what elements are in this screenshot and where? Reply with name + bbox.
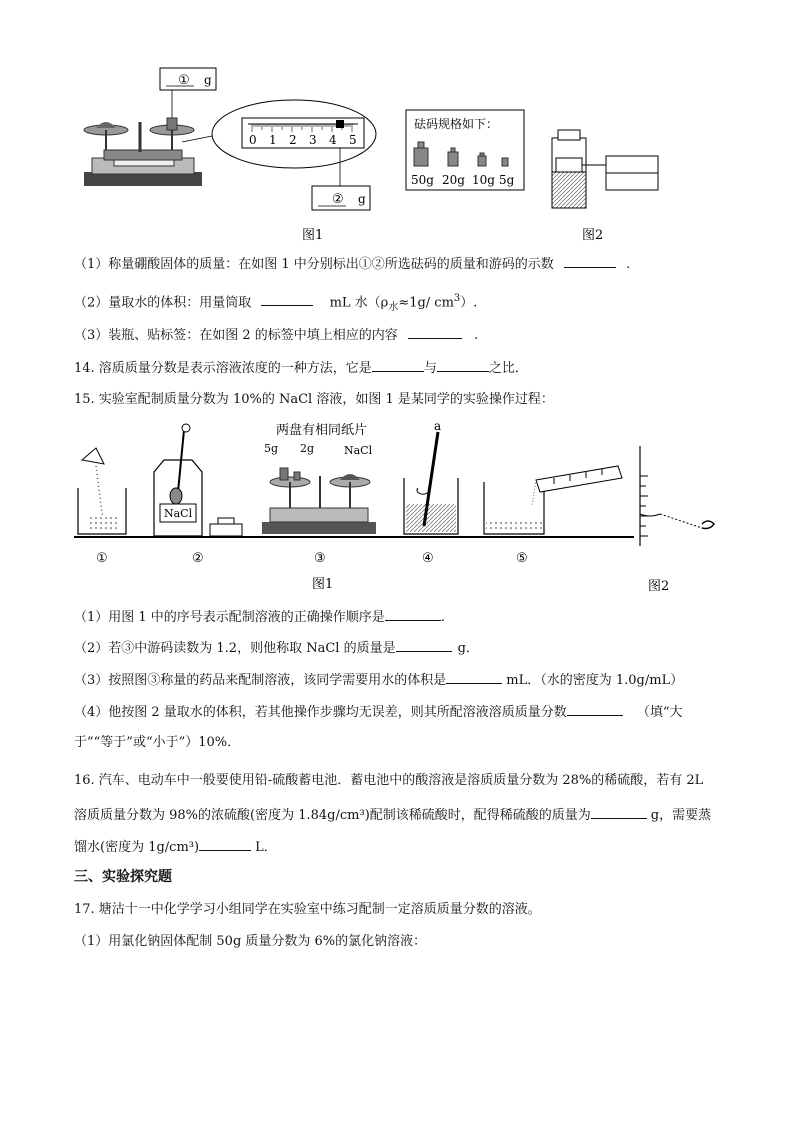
q15-part4-blank[interactable] (567, 703, 623, 716)
q15-caption-2: 图2 (648, 579, 670, 594)
q14-blank-2[interactable] (437, 359, 489, 372)
ruler-tick-3: 3 (309, 133, 317, 147)
step5-beaker-icon (484, 466, 622, 534)
step-label-4: ④ (422, 551, 434, 566)
q17-part1: （1）用氯化钠固体配制 50g 质量分数为 6%的氯化钠溶液： (74, 934, 427, 949)
q15-fig-nacl: NaCl (344, 444, 373, 457)
label-box-2-text: ② (332, 192, 344, 207)
label-box-1-text: ① (178, 73, 190, 88)
ruler-tick-0: 0 (249, 133, 257, 147)
step-label-1: ① (96, 551, 108, 566)
q13-part2-blank[interactable] (261, 293, 313, 306)
step-label-5: ⑤ (516, 551, 528, 566)
fig-top-caption-2: 图2 (582, 228, 604, 243)
step-label-3: ③ (314, 551, 326, 566)
q16-blank-1[interactable] (591, 806, 647, 819)
q15-fig-2g: 2g (300, 442, 315, 455)
q13-part2: （2）量取水的体积：用量筒取 mL 水（$\rho_水\approx 1g/$ $cm^3$）. (74, 293, 478, 313)
q15-part3-blank[interactable] (446, 671, 502, 684)
figure-q15 (74, 416, 724, 598)
q17-intro: 17. 塘沽十一中化学学习小组同学在实验室中练习配制一定溶质质量分数的溶液。 (74, 902, 541, 917)
step3-balance-icon (262, 468, 376, 534)
q15-part1: （1）用图 1 中的序号表示配制溶液的正确操作顺序是 . (74, 610, 445, 625)
section-heading: 三、实验探究题 (74, 869, 172, 885)
q13-part1: （1）称量硼酸固体的质量：在如图 1 中分别标出①②所选砝码的质量和游码的示数 . (74, 257, 631, 272)
weight-5g: 5g (499, 173, 515, 187)
weight-20g: 20g (442, 173, 465, 187)
q16-line1: 16. 汽车、电动车中一般要使用铅-硫酸蓄电池．蓄电池中的酸溶液是溶质质量分数为 28%的稀硫酸，若有 2L (74, 773, 704, 788)
fig2-cylinder-reading-icon (640, 446, 714, 546)
reagent-bottle-icon (552, 130, 606, 208)
fig-top-caption-1: 图1 (302, 228, 324, 243)
q15-fig-note: 两盘有相同纸片 (276, 423, 368, 438)
step1-beaker-icon (78, 448, 126, 534)
q15-part1-blank[interactable] (385, 608, 441, 621)
q15-part2: （2）若③中游码读数为 1.2，则他称取 NaCl 的质量是 g． (74, 641, 479, 656)
label-box-2-unit: g (358, 192, 366, 206)
step4-beaker-icon (404, 432, 458, 534)
ruler-tick-5: 5 (349, 133, 357, 147)
q15-caption-1: 图1 (312, 577, 334, 592)
q15-fig-5g: 5g (264, 442, 279, 455)
q13-part3-blank[interactable] (408, 326, 462, 339)
q15-part3: （3）按照图③称量的药品来配制溶液，该同学需要用水的体积是 mL．（水的密度为 1.0g/mL） (74, 673, 684, 688)
q14: 14. 溶质质量分数是表示溶液浓度的一种方法，它是 与 之比． (74, 361, 528, 376)
q13-part3: （3）装瓶、贴标签：在如图 2 的标签中填上相应的内容 . (74, 328, 479, 343)
q16-line3: 馏水(密度为 1g/cm³) L． (74, 840, 277, 855)
ruler-tick-1: 1 (269, 133, 277, 147)
weight-50g: 50g (411, 173, 434, 187)
weight-10g: 10g (472, 173, 495, 187)
weights-title: 砝码规格如下： (414, 117, 499, 131)
q16-blank-2[interactable] (199, 838, 251, 851)
q16-line2: 溶质质量分数为 98%的浓硫酸(密度为 1.84g/cm³)配制该稀硫酸时，配得稀硫酸的质量为 g，需要蒸 (74, 808, 712, 823)
figure-top (74, 62, 674, 247)
q15-part4-line2: 于”“等于”或“小于”）10%． (74, 735, 241, 750)
step-label-2: ② (192, 551, 204, 566)
label-box-1-unit: g (204, 73, 212, 87)
q15-intro: 15. 实验室配制质量分数为 10%的 NaCl 溶液，如图 1 是某同学的实验操作过程： (74, 392, 554, 407)
q14-blank-1[interactable] (372, 359, 424, 372)
q15-fig-a: a (434, 419, 442, 433)
q15-part4: （4）他按图 2 量取水的体积，若其他操作步骤均无误差，则其所配溶液溶质质量分数 （填“大 (74, 705, 683, 720)
q13-part1-blank[interactable] (564, 255, 616, 268)
slider-ruler (242, 118, 364, 148)
balance-icon (84, 118, 202, 186)
ruler-tick-4: 4 (329, 133, 337, 147)
ruler-tick-2: 2 (289, 133, 297, 147)
q15-part2-blank[interactable] (396, 639, 452, 652)
q15-bottle-label: NaCl (164, 507, 193, 520)
